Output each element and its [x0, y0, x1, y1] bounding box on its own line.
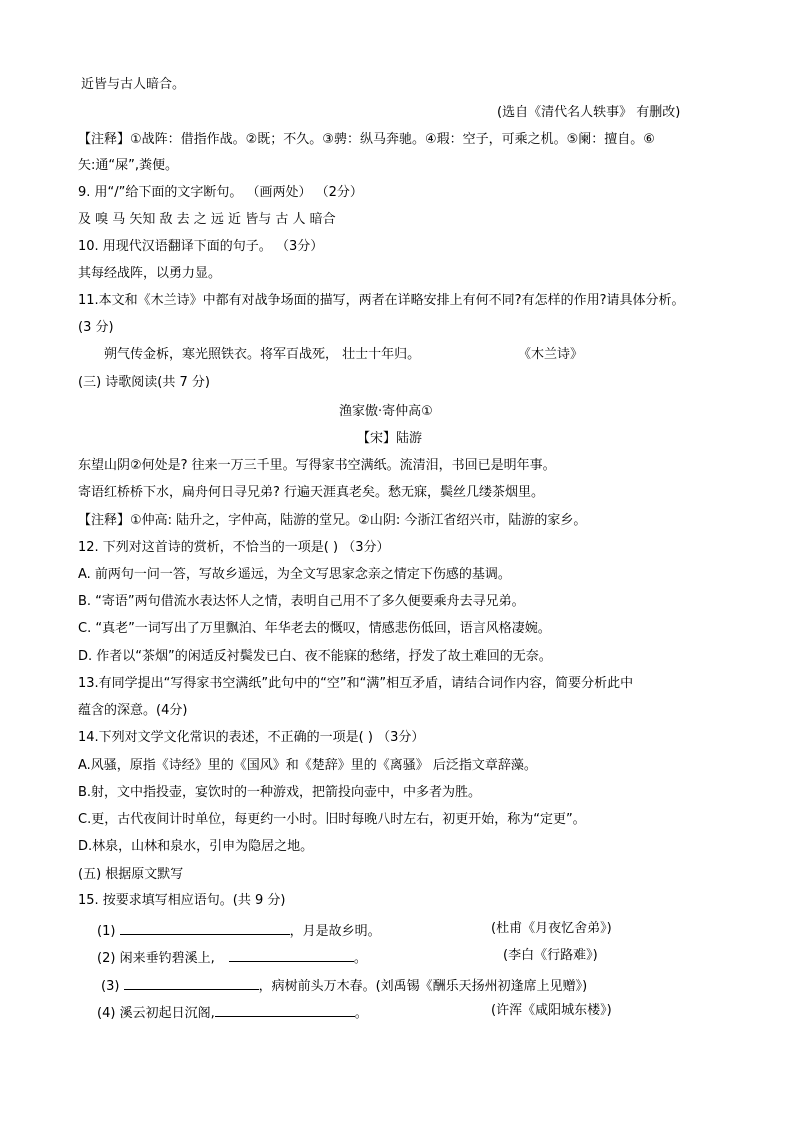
q12-option-c: C. “真老”一词写出了万里飘泊、年华老去的慨叹，情感悲伤低回，语言风格凄婉。 — [78, 621, 551, 636]
q15-item-4-tail: 。 — [354, 1006, 368, 1021]
q15-item-1-source: (杜甫《月夜忆舍弟》) — [491, 921, 612, 936]
q15-item-3-text: ，病树前头万木春。(刘禹锡《酬乐天扬州初逢席上见赠》) — [258, 979, 588, 994]
poem-note: 【注释】①仲高: 陆升之，字仲高，陆游的堂兄。②山阴: 今浙江省绍兴市，陆游的家乡。 — [78, 513, 587, 528]
q15-item-4-source: (许浑《咸阳城东楼》) — [491, 1003, 612, 1018]
q12-option-d: D. 作者以“茶烟”的闲适反衬鬓发已白、夜不能寐的愁绪，抒发了故土难回的无奈。 — [78, 649, 552, 664]
passage-source: (选自《清代名人轶事》 有删改) — [497, 105, 681, 120]
poem-line-1: 东望山阴②何处是? 往来一万三千里。写得家书空满纸。流清泪，书回已是明年事。 — [78, 458, 556, 473]
q14-option-a: A.风骚，原指《诗经》里的《国风》和《楚辞》里的《离骚》 后泛指文章辞藻。 — [78, 758, 537, 773]
q15-item-2-text: 闲来垂钓碧溪上, — [119, 951, 215, 966]
q15-item-2-blank[interactable] — [229, 947, 354, 962]
poem-author: 【宋】陆游 — [357, 431, 423, 446]
q11-stem: 11.本文和《木兰诗》中都有对战争场面的描写，两者在详略安排上有何不同?有怎样的作用?请具体分析。 — [78, 293, 685, 308]
q10-stem: 10. 用现代汉语翻译下面的句子。 （3分） — [78, 239, 324, 254]
q10-sentence: 其每经战阵，以勇力显。 — [78, 266, 222, 281]
q15-item-2-tail: 。 — [353, 951, 367, 966]
q11-score: (3 分) — [78, 320, 114, 335]
q12-stem: 12. 下列对这首诗的赏析，不恰当的一项是( ) （3分） — [78, 540, 390, 555]
q15-stem: 15. 按要求填写相应语句。(共 9 分) — [78, 893, 286, 908]
q14-option-d: D.林泉，山林和泉水，引申为隐居之地。 — [78, 839, 314, 854]
passage-note-line2: 矢:通“屎”,粪便。 — [78, 158, 178, 173]
q14-stem: 14.下列对文学文化常识的表述，不正确的一项是( ) （3分） — [78, 730, 425, 745]
q15-item-1-num: (1) — [97, 924, 116, 939]
q13-line-2: 蕴含的深意。(4分) — [78, 703, 188, 718]
q15-item-3-blank[interactable] — [124, 975, 259, 990]
q15-item-3 — [101, 975, 587, 996]
section3-heading: (三) 诗歌阅读(共 7 分) — [78, 375, 210, 390]
q14-option-b: B.射，文中指投壶，宴饮时的一种游戏，把箭投向壶中，中多者为胜。 — [78, 785, 482, 800]
poem-title: 渔家傲·寄仲高① — [339, 404, 433, 419]
passage-note-line1: 【注释】①战阵：借指作战。②既；不久。③骋：纵马奔驰。④瑕：空子，可乘之机。⑤阑：擅自。⑥ — [78, 132, 655, 147]
q11-quote-source: 《木兰诗》 — [518, 347, 584, 362]
q12-option-b: B. “寄语”两句借流水表达怀人之情，表明自己用不了多久便要乘舟去寻兄弟。 — [78, 594, 525, 609]
q15-item-4 — [97, 1002, 368, 1023]
q14-option-c: C.更，古代夜间计时单位，每更约一小时。旧时每晚八时左右，初更开始，称为“定更”。 — [78, 812, 586, 827]
q15-item-2 — [97, 947, 367, 968]
poem-line-2: 寄语红桥桥下水，扁舟何日寻兄弟? 行遍天涯真老矣。愁无寐，鬓丝几缕茶烟里。 — [78, 485, 545, 500]
q15-item-1-text: ，月是故乡明。 — [289, 924, 381, 939]
q15-item-1 — [97, 920, 381, 941]
q12-option-a: A. 前两句一问一答，写故乡遥远，为全文写思家念亲之情定下伤感的基调。 — [78, 567, 511, 582]
q11-quote: 朔气传金柝，寒光照铁衣。将军百战死， 壮士十年归。 — [104, 347, 421, 362]
q9-stem: 9. 用“/”给下面的文字断句。 （画两处） （2分） — [78, 185, 363, 200]
passage-last-line: 近皆与古人暗合。 — [81, 77, 186, 92]
q15-item-2-num: (2) — [97, 951, 116, 966]
section5-heading: (五) 根据原文默写 — [78, 867, 184, 882]
q9-text: 及 嗅 马 矢知 敌 去 之 远 近 皆与 古 人 暗合 — [78, 212, 336, 227]
q15-item-1-blank[interactable] — [120, 920, 290, 935]
q15-item-4-blank[interactable] — [215, 1002, 355, 1017]
q15-item-4-num: (4) — [97, 1006, 116, 1021]
q15-item-3-num: (3) — [101, 979, 120, 994]
q15-item-2-source: (李白《行路难》) — [503, 948, 598, 963]
q13-line-1: 13.有同学提出“写得家书空满纸”此句中的“空”和“满”相互矛盾，请结合词作内容，简要分析此中 — [78, 676, 634, 691]
q15-item-4-text: 溪云初起日沉阁, — [119, 1006, 215, 1021]
